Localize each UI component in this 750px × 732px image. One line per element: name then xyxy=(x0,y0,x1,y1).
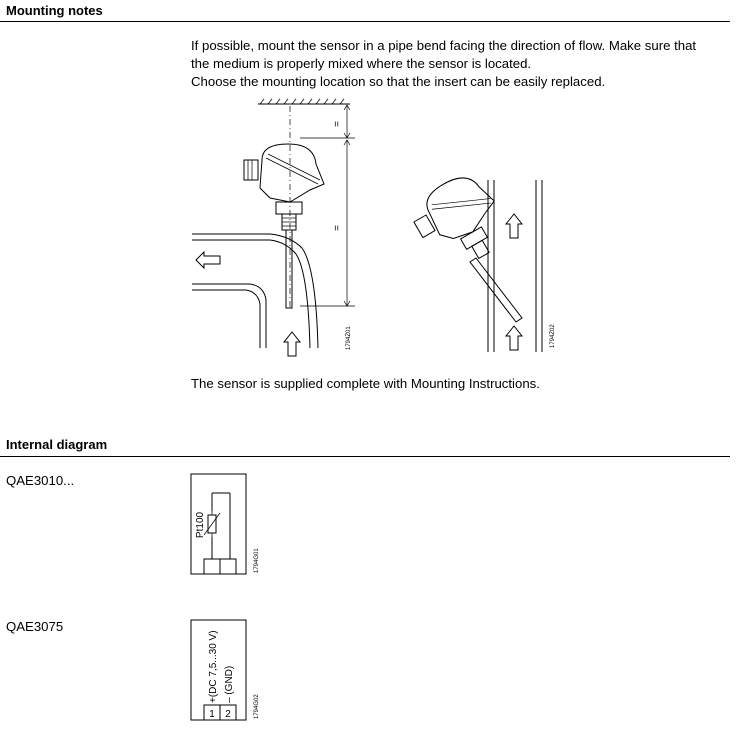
model-label-qae3075: QAE3075 xyxy=(6,619,64,634)
paragraph-line: If possible, mount the sensor in a pipe bend facing the direction of flow. Make sure that xyxy=(191,38,697,53)
terminal xyxy=(204,559,220,574)
pin1-signal: +(DC 7,5...30 V) xyxy=(208,630,219,703)
flow-arrow-up xyxy=(506,214,522,238)
internal-diagram-qae3075 xyxy=(190,619,270,723)
supplied-note: The sensor is supplied complete with Mounting Instructions. xyxy=(191,376,540,391)
section-divider xyxy=(0,21,730,22)
sensor-head xyxy=(405,166,515,277)
figure-code: 1794Z01 xyxy=(346,326,352,350)
pipe-outer-wall xyxy=(192,234,318,348)
figure-code: 1794Z02 xyxy=(550,324,556,348)
sensor-head xyxy=(244,144,324,308)
mounting-figure-inclined xyxy=(392,150,562,360)
pin2-signal: – (GND) xyxy=(224,665,235,703)
resistor-slash xyxy=(204,513,220,535)
dimension-mark: = xyxy=(332,121,343,127)
terminal-number: 2 xyxy=(225,709,231,720)
internal-diagram-qae3010 xyxy=(190,473,270,579)
sensor-probe xyxy=(470,258,522,322)
section-divider xyxy=(0,456,730,457)
sensor-probe xyxy=(286,230,292,308)
hex-nut xyxy=(276,202,302,214)
terminal-number: 1 xyxy=(209,709,215,720)
mounting-notes-heading: Mounting notes xyxy=(6,3,103,18)
flow-arrow-left xyxy=(196,252,220,268)
pipe-inner-wall xyxy=(192,290,260,348)
flow-arrow-up xyxy=(284,332,300,356)
diagram-code: 1794G01 xyxy=(254,548,260,573)
wall-hatching xyxy=(260,99,344,104)
model-label-qae3010: QAE3010... xyxy=(6,473,75,488)
mounting-figure-pipe-bend xyxy=(190,98,370,358)
paragraph-line: Choose the mounting location so that the insert can be easily replaced. xyxy=(191,74,606,89)
mounting-paragraph xyxy=(191,37,731,91)
diagram-code: 1794G02 xyxy=(254,694,260,719)
internal-diagram-heading: Internal diagram xyxy=(6,437,108,452)
paragraph-line: the medium is properly mixed where the sensor is located. xyxy=(191,56,532,71)
flow-arrow-up xyxy=(506,326,522,350)
dimension-mark: = xyxy=(332,225,343,231)
cable-gland xyxy=(244,160,258,180)
terminal xyxy=(220,559,236,574)
element-label: Pt100 xyxy=(195,511,206,539)
